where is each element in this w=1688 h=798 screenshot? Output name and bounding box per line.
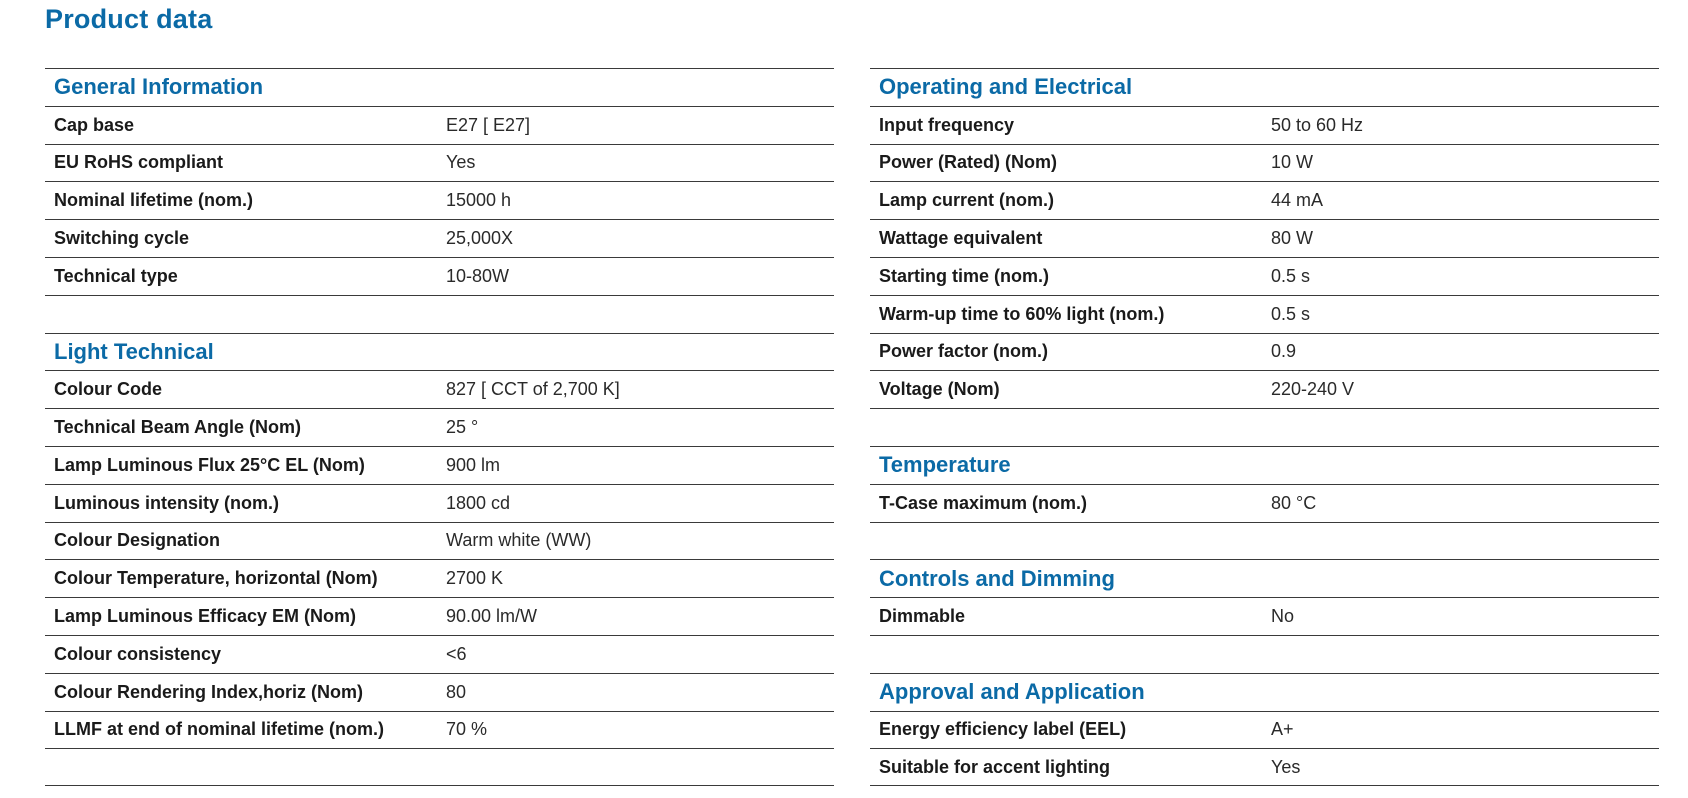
spec-row: [45, 711, 834, 749]
spec-label: LLMF at end of nominal lifetime (nom.): [54, 719, 384, 740]
spec-row: [45, 673, 834, 711]
spec-value: E27 [ E27]: [446, 114, 531, 135]
section-spacer: [870, 635, 1659, 673]
spec-row: [45, 484, 834, 522]
spec-label: Energy efficiency label (EEL): [879, 719, 1127, 740]
section-header-light: [45, 333, 834, 371]
spec-value: 1800 cd: [446, 492, 511, 513]
spec-row: [870, 257, 1659, 295]
spec-label: Starting time (nom.): [879, 265, 1049, 286]
section-title: Temperature: [879, 452, 1011, 478]
spec-label: Wattage equivalent: [879, 228, 1043, 249]
spec-row: [45, 597, 834, 635]
spec-value: Yes: [1271, 756, 1301, 777]
spec-row: [45, 635, 834, 673]
spec-label: Colour consistency: [54, 643, 222, 664]
spec-row: [870, 144, 1659, 182]
spec-row: [45, 106, 834, 144]
section-header-temperature: [870, 446, 1659, 484]
spec-label: Cap base: [54, 114, 135, 135]
spec-label: Lamp current (nom.): [879, 190, 1055, 211]
section-spacer: [45, 748, 834, 786]
spec-label: T-Case maximum (nom.): [879, 492, 1088, 513]
spec-value: 10 W: [1271, 152, 1314, 173]
spec-row: [870, 106, 1659, 144]
spec-label: Luminous intensity (nom.): [54, 492, 279, 513]
section-title: General Information: [54, 74, 264, 100]
spec-row: [45, 257, 834, 295]
spec-value: 25,000X: [446, 228, 514, 249]
right-column: [870, 68, 1659, 786]
spec-row: [870, 370, 1659, 408]
spec-value: 44 mA: [1271, 190, 1324, 211]
spec-value: 80 °C: [1271, 492, 1317, 513]
spec-row: [870, 219, 1659, 257]
spec-label: Lamp Luminous Efficacy EM (Nom): [54, 606, 357, 627]
spec-label: Colour Rendering Index,horiz (Nom): [54, 681, 363, 702]
section-spacer: [870, 522, 1659, 560]
spec-value: No: [1271, 606, 1295, 627]
spec-label: Power (Rated) (Nom): [879, 152, 1058, 173]
spec-value: 827 [ CCT of 2,700 K]: [446, 379, 620, 400]
section-title: Light Technical: [54, 338, 214, 364]
spec-row: [45, 144, 834, 182]
spec-value: 80: [446, 681, 467, 702]
spec-row: [870, 333, 1659, 371]
spec-label: Lamp Luminous Flux 25°C EL (Nom): [54, 454, 365, 475]
spec-row: [45, 559, 834, 597]
spec-value: 10-80W: [446, 265, 510, 286]
spec-value: 70 %: [446, 719, 488, 740]
spec-value: 0.9: [1271, 341, 1297, 362]
spec-label: Colour Temperature, horizontal (Nom): [54, 568, 378, 589]
spec-value: 50 to 60 Hz: [1271, 114, 1364, 135]
spec-row: [45, 219, 834, 257]
page-title: Product data: [45, 4, 213, 34]
section-header-operating: [870, 68, 1659, 106]
spec-label: Input frequency: [879, 114, 1015, 135]
section-spacer: [45, 295, 834, 333]
section-title: Operating and Electrical: [879, 74, 1133, 100]
spec-row: [870, 484, 1659, 522]
spec-value: <6: [446, 643, 467, 664]
spec-value: 15000 h: [446, 190, 512, 211]
spec-label: Dimmable: [879, 606, 966, 627]
spec-label: Nominal lifetime (nom.): [54, 190, 254, 211]
spec-label: Technical Beam Angle (Nom): [54, 417, 302, 438]
spec-row: [45, 408, 834, 446]
spec-value: 220-240 V: [1271, 379, 1355, 400]
spec-row: [45, 446, 834, 484]
spec-value: 25 °: [446, 417, 479, 438]
spec-row: [45, 181, 834, 219]
spec-label: Technical type: [54, 265, 178, 286]
section-header-controls: [870, 559, 1659, 597]
spec-label: Power factor (nom.): [879, 341, 1049, 362]
section-header-approval: [870, 673, 1659, 711]
spec-value: Yes: [446, 152, 476, 173]
spec-row: [870, 748, 1659, 786]
spec-label: Suitable for accent lighting: [879, 756, 1111, 777]
spec-value: A+: [1271, 719, 1294, 740]
section-title: Controls and Dimming: [879, 565, 1115, 591]
spec-row: [870, 711, 1659, 749]
spec-label: Voltage (Nom): [879, 379, 1000, 400]
spec-row: [45, 522, 834, 560]
section-header-general: [45, 68, 834, 106]
spec-label: Colour Code: [54, 379, 162, 400]
spec-row: [870, 181, 1659, 219]
spec-row: [45, 370, 834, 408]
spec-value: 900 lm: [446, 454, 501, 475]
spec-value: 80 W: [1271, 228, 1314, 249]
spec-value: 0.5 s: [1271, 265, 1311, 286]
spec-row: [870, 295, 1659, 333]
section-title: Approval and Application: [879, 679, 1145, 705]
spec-label: EU RoHS compliant: [54, 152, 224, 173]
spec-value: 90.00 lm/W: [446, 606, 538, 627]
spec-row: [870, 597, 1659, 635]
spec-value: 0.5 s: [1271, 303, 1311, 324]
spec-label: Warm-up time to 60% light (nom.): [879, 303, 1165, 324]
section-spacer: [870, 408, 1659, 446]
spec-label: Colour Designation: [54, 530, 220, 551]
left-column: [45, 68, 834, 786]
spec-value: 2700 K: [446, 568, 504, 589]
spec-label: Switching cycle: [54, 228, 190, 249]
spec-value: Warm white (WW): [446, 530, 592, 551]
